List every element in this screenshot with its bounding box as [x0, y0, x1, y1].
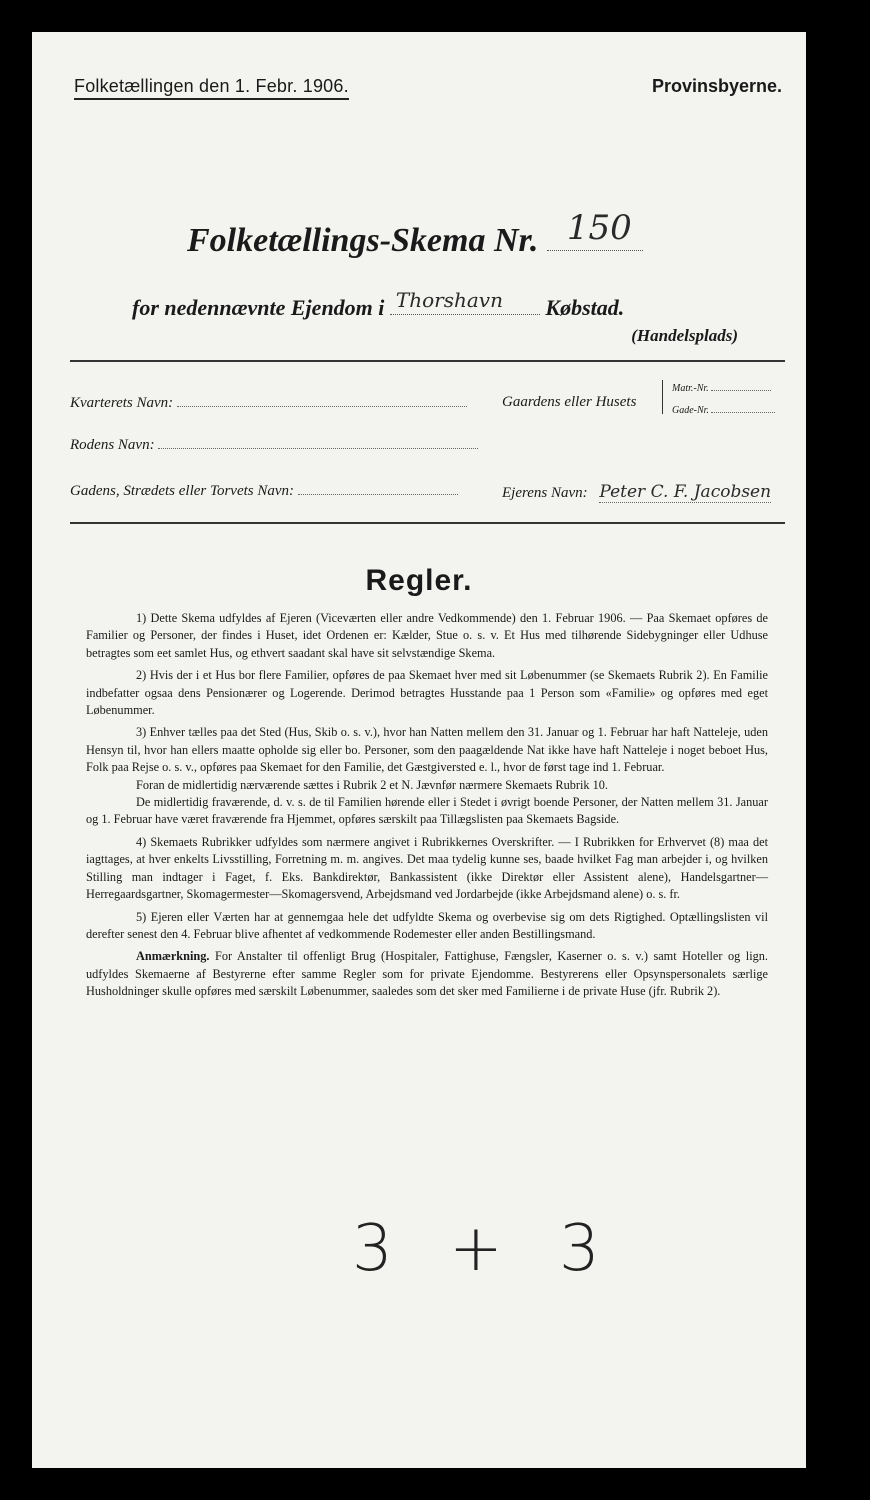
field-ejer-label: Ejerens Navn:	[502, 485, 588, 501]
field-ejer	[502, 482, 771, 502]
rule-3-absent: De midlertidig fraværende, d. v. s. de til Familien hørende eller i Stedet i øvrigt boende Personer, der Natten mellem 31. Januar og 1. Februar have været fraværende fra Hjemmet, opføres særskilt paa Tillægslisten paa Skemaets Bagside.	[86, 795, 768, 827]
rule-4: 4) Skemaets Rubrikker udfyldes som nærmere angivet i Rubrikkernes Overskrifter. — I Rubrikken for Erhvervet (8) maa det iagttages, at hver enkelts Livsstilling, Forretning m. m. angives. Det maa tydelig kunne ses, baade hvilket Fag man arbejder i, og hvilken Stilling man indtager i Faget, f. Eks. Bankdirektør, Bankassistent (ikke Direktør eller Assistent alene), Handelsgartner—Herregaardsgartner, Skomagermester—Skomagersvend, Arbejdsmand ved Jordarbejde (ikke Arbejdsmand alene) o. s. fr.	[86, 834, 768, 902]
rule-1: 1) Dette Skema udfyldes af Ejeren (Viceværten eller andre Vedkommende) den 1. Februar 1906. — Paa Skemaet opføres de Familier og Personer, der findes i Huset, idet Ordenen er: Kælder, Stue o. s. v. Et Hus med tilhørende Sidebygninger eller Udhuse betragtes som eet samlet Hus, og ethvert saadant skal have sit selvstændige Skema.	[86, 611, 768, 660]
note	[86, 948, 768, 1000]
note-label: Anmærkning.	[136, 949, 210, 964]
field-matr	[672, 382, 771, 394]
divider-top	[70, 360, 785, 362]
rules-heading: Regler.	[365, 564, 473, 597]
field-gaard	[502, 394, 636, 411]
field-matr-line	[711, 382, 771, 391]
subtitle-alt: (Handelsplads)	[631, 326, 738, 345]
header-region: Provinsbyerne.	[651, 76, 782, 96]
field-rode-label: Rodens Navn:	[70, 437, 155, 453]
rules-body	[86, 610, 768, 1006]
field-gade-nr	[672, 404, 775, 416]
header-census-date: Folketællingen den 1. Febr. 1906.	[74, 76, 349, 100]
field-matr-label: Matr.-Nr.	[672, 383, 709, 394]
field-kvarter-line	[177, 394, 467, 407]
subtitle-suffix: Købstad.	[545, 295, 625, 320]
field-gade-label: Gadens, Strædets eller Torvets Navn:	[70, 483, 295, 499]
rule-3: 3) Enhver tælles paa det Sted (Hus, Skib o. s. v.), hvor han Natten mellem den 31. Januar og 1. Februar har haft Natteleje, uden Hensyn til, hvor han ellers maatte opholde sig eller bo. Personer, som den paagældende Nat ikke have haft Natteleje i noget beboet Hus, Folk paa Rejse o. s. v., opføres paa Skemaet for den Familie, det Gæstgiversted e. l., hvor de først tage ind 1. Februar.	[86, 725, 768, 775]
rule-2: 2) Hvis der i et Hus bor flere Familier, opføres de paa Skemaet hver med sit Løbenummer (se Skemaets Rubrik 2). En Familie indbefatter ogsaa dens Pensionærer og Logerende. Derimod betragtes Husstande paa 1 Person som «Familie» og opføres med eget Løbenummer.	[86, 668, 768, 718]
field-gade-line	[298, 482, 458, 495]
field-rode-line	[158, 436, 478, 449]
form-number: 150	[566, 208, 632, 248]
subtitle-prefix: for nedennævnte Ejendom i	[132, 295, 385, 320]
owner-name: Peter C. F. Jacobsen	[599, 482, 772, 502]
form-title	[187, 208, 643, 260]
field-kvarter-label: Kvarterets Navn:	[70, 395, 174, 411]
field-gade-nr-label: Gade-Nr.	[672, 405, 709, 416]
handwritten-count: 3 + 3	[352, 1212, 618, 1286]
field-rode	[70, 436, 478, 454]
form-subtitle	[132, 288, 625, 321]
place-field	[390, 288, 540, 315]
field-gaard-label: Gaardens eller Husets	[502, 394, 637, 410]
form-number-field	[547, 208, 643, 251]
field-kvarter	[70, 394, 467, 412]
brace	[662, 380, 663, 414]
rule-3-present: Foran de midlertidig nærværende sættes i Rubrik 2 et N. Jævnfør nærmere Skemaets Rubrik 10.	[136, 777, 609, 792]
note-text: For Anstalter til offenligt Brug (Hospitaler, Fattighuse, Fængsler, Kaserner o. s. v.) samt Hoteller og lign. udfyldes Skemaerne af Bestyrerne efter samme Regler som for private Ejendomme. Bestyrerens eller Opsynspersonalets særlige Husholdninger skulle opføres med særskilt Løbenummer, saaledes som det sker med Familierne i de private Huse (jfr. Rubrik 2).	[86, 949, 768, 999]
field-gade	[70, 482, 458, 500]
census-form	[32, 32, 806, 1468]
field-gade-nr-line	[711, 404, 775, 413]
rule-5: 5) Ejeren eller Værten har at gennemgaa hele det udfyldte Skema og overbevise sig om dets Rigtighed. Optællingslisten vil derefter senest den 4. Februar blive afhentet af vedkommende Rodemester eller anden Bestillingsmand.	[86, 909, 768, 941]
divider-bottom	[70, 522, 785, 524]
place-name: Thorshavn	[395, 288, 503, 312]
form-title-label: Folketællings-Skema Nr.	[187, 222, 539, 259]
